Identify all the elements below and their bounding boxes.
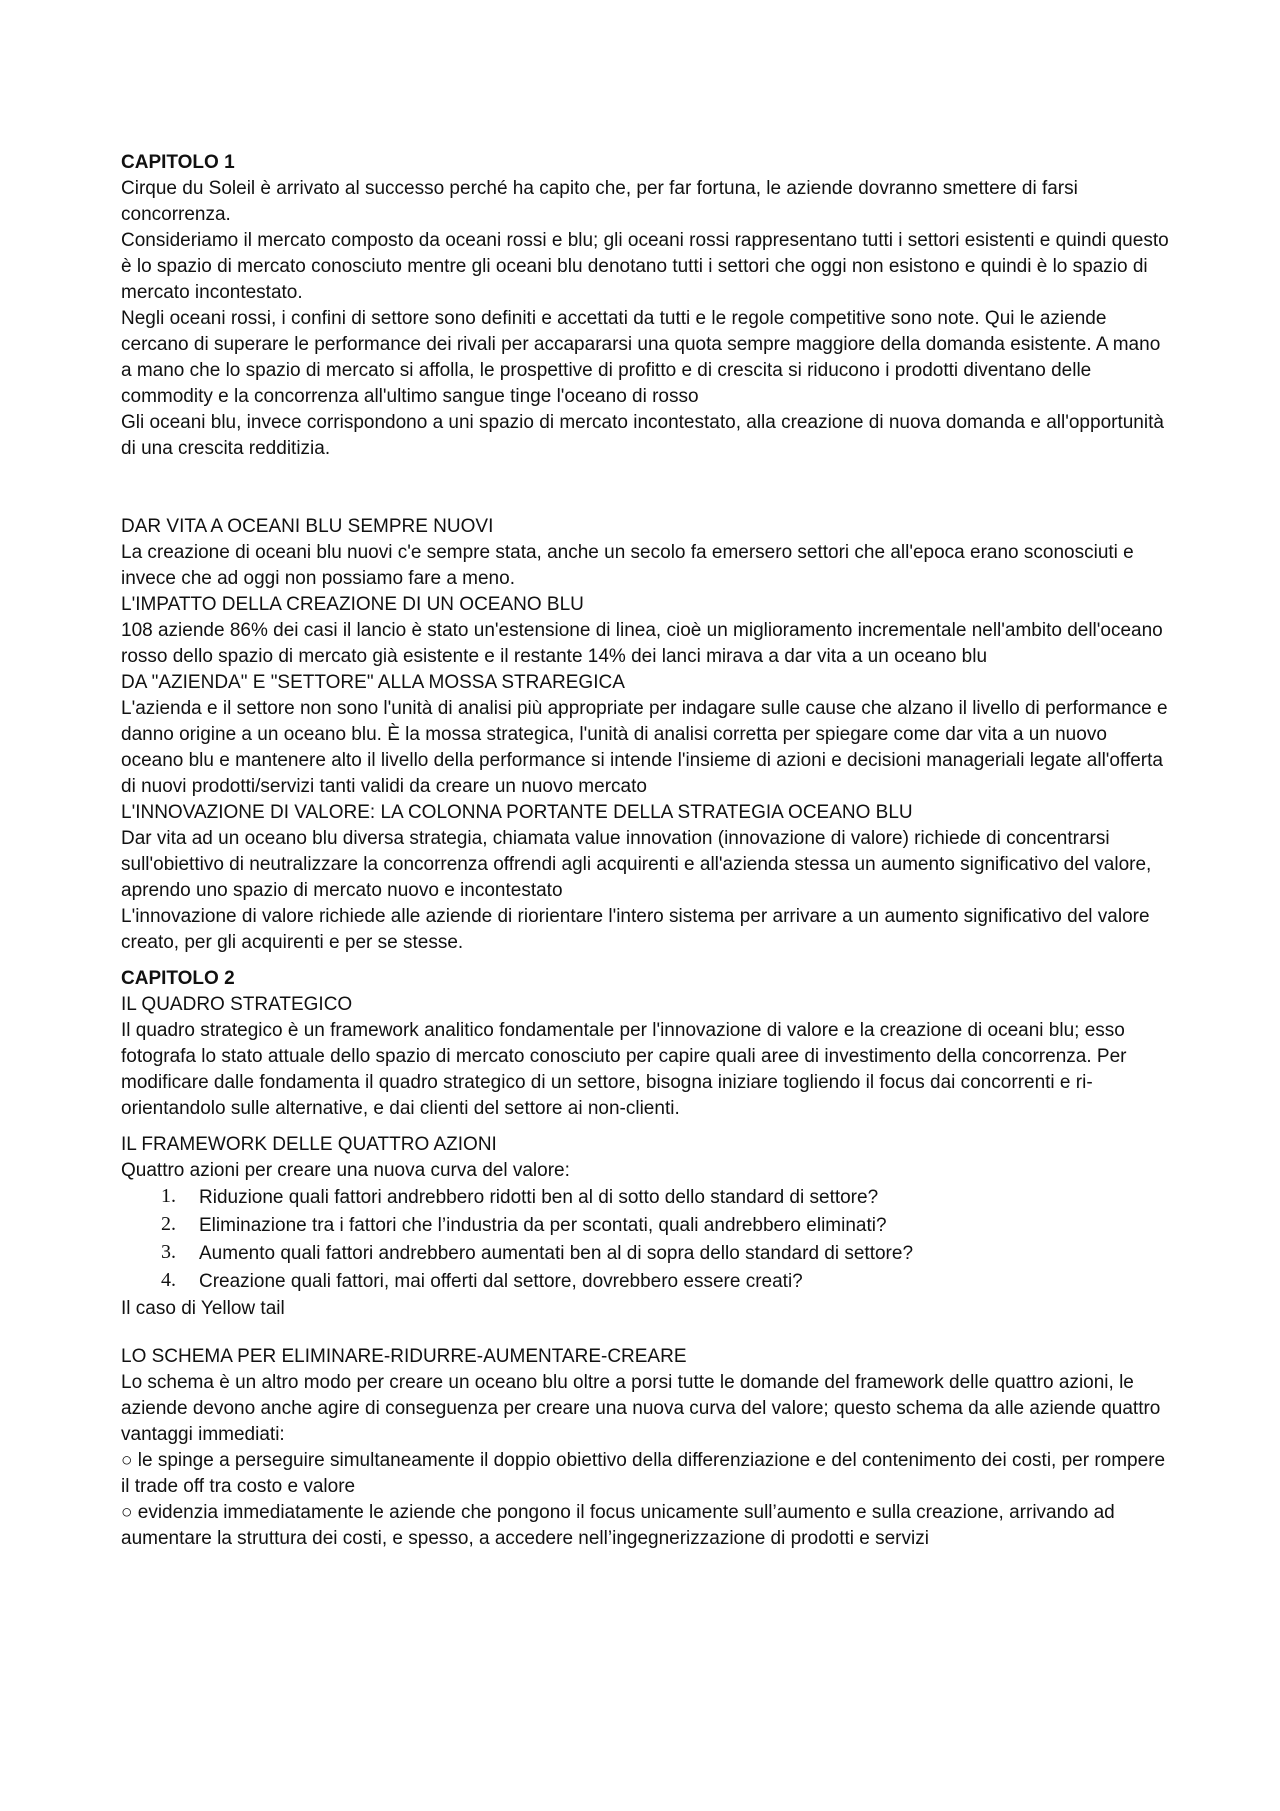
list-item: [121, 1184, 1171, 1212]
section-heading: IL QUADRO STRATEGICO: [121, 994, 353, 1015]
bullet-item: ○ evidenzia immediatamente le aziende che pongono il focus unicamente sull’aumento e sulla creazione, arrivando ad aumentare la struttura dei costi, e spesso, a accedere nell’ingegnerizzazione di prodotti e servizi: [121, 1502, 1115, 1549]
spacer: [121, 462, 1171, 514]
spacer: [121, 956, 1171, 966]
paragraph: Gli oceani blu, invece corrispondono a uni spazio di mercato incontestato, alla creazione di nuova domanda e all'opportunità di una crescita redditizia.: [121, 412, 1164, 459]
list-number: 3.: [161, 1241, 176, 1263]
section-heading: IL FRAMEWORK DELLE QUATTRO AZIONI: [121, 1134, 497, 1155]
paragraph: L'innovazione di valore richiede alle aziende di riorientare l'intero sistema per arrivare a un aumento significativo del valore creato, per gli acquirenti e per se stesse.: [121, 906, 1150, 953]
section-heading: LO SCHEMA PER ELIMINARE-RIDURRE-AUMENTARE-CREARE: [121, 1346, 687, 1367]
section-heading: L'INNOVAZIONE DI VALORE: LA COLONNA PORTANTE DELLA STRATEGIA OCEANO BLU: [121, 802, 913, 823]
paragraph: La creazione di oceani blu nuovi c'e sempre stata, anche un secolo fa emersero settori che all'epoca erano sconosciuti e invece che ad oggi non possiamo fare a meno.: [121, 542, 1134, 589]
chapter-2-heading: CAPITOLO 2: [121, 968, 235, 989]
list-item-text: Aumento quali fattori andrebbero aumentati ben al di sopra dello standard di settore?: [199, 1243, 914, 1264]
paragraph: Dar vita ad un oceano blu diversa strategia, chiamata value innovation (innovazione di valore) richiede di concentrarsi sull'obiettivo di neutralizzare la concorrenza offrendi agli acquirenti e all'azienda stessa un aumento significativo del valore, aprendo uno spazio di mercato nuovo e incontestato: [121, 828, 1152, 901]
list-item-text: Riduzione quali fattori andrebbero ridotti ben al di sotto dello standard di settore?: [199, 1187, 879, 1208]
section-heading: DA "AZIENDA" E "SETTORE" ALLA MOSSA STRAREGICA: [121, 672, 625, 693]
paragraph: L'azienda e il settore non sono l'unità di analisi più appropriate per indagare sulle cause che alzano il livello di performance e danno origine a un oceano blu. È la mossa strategica, l'unità di analisi corretta per spiegare come dar vita a un nuovo oceano blu e mantenere alto il livello della performance si intende l'insieme di azioni e decisioni manageriali legate all'offerta di nuovi prodotti/servizi tanti validi da creare un nuovo mercato: [121, 698, 1168, 797]
paragraph: Il caso di Yellow tail: [121, 1298, 285, 1319]
bullet-item: ○ le spinge a perseguire simultaneamente il doppio obiettivo della differenziazione e del contenimento dei costi, per rompere il trade off tra costo e valore: [121, 1450, 1166, 1497]
spacer: [121, 1122, 1171, 1132]
four-actions-list: [121, 1184, 1171, 1296]
paragraph: Quattro azioni per creare una nuova curva del valore:: [121, 1160, 570, 1181]
list-item-text: Eliminazione tra i fattori che l’industria da per scontati, quali andrebbero eliminati?: [199, 1215, 887, 1236]
list-number: 1.: [161, 1185, 176, 1207]
list-item: [121, 1212, 1171, 1240]
document-page: [121, 150, 1171, 1552]
paragraph: Negli oceani rossi, i confini di settore sono definiti e accettati da tutti e le regole competitive sono note. Qui le aziende cercano di superare le performance dei rivali per accapararsi una quota sempre maggiore della domanda esistente. A mano a mano che lo spazio di mercato si affolla, le prospettive di profitto e di crescita si riducono i prodotti diventano delle commodity e la concorrenza all'ultimo sangue tinge l'oceano di rosso: [121, 308, 1161, 407]
list-item: [121, 1268, 1171, 1296]
list-number: 2.: [161, 1213, 176, 1235]
chapter-1-heading: CAPITOLO 1: [121, 152, 235, 173]
list-item: [121, 1240, 1171, 1268]
list-number: 4.: [161, 1269, 176, 1291]
paragraph: Cirque du Soleil è arrivato al successo perché ha capito che, per far fortuna, le aziende dovranno smettere di farsi concorrenza.: [121, 178, 1078, 225]
paragraph: Il quadro strategico è un framework analitico fondamentale per l'innovazione di valore e la creazione di oceani blu; esso fotografa lo stato attuale dello spazio di mercato conosciuto per capire quali aree di investimento della concorrenza. Per modificare dalle fondamenta il quadro strategico di un settore, bisogna iniziare togliendo il focus dai concorrenti e ri-orientandolo sulle alternative, e dai clienti del settore ai non-clienti.: [121, 1020, 1127, 1119]
spacer: [121, 1322, 1171, 1344]
section-heading: DAR VITA A OCEANI BLU SEMPRE NUOVI: [121, 516, 494, 537]
section-heading: L'IMPATTO DELLA CREAZIONE DI UN OCEANO BLU: [121, 594, 584, 615]
paragraph: Consideriamo il mercato composto da oceani rossi e blu; gli oceani rossi rappresentano tutti i settori esistenti e quindi questo è lo spazio di mercato conosciuto mentre gli oceani blu denotano tutti i settori che oggi non esistono e quindi è lo spazio di mercato incontestato.: [121, 230, 1169, 303]
paragraph: 108 aziende 86% dei casi il lancio è stato un'estensione di linea, cioè un miglioramento incrementale nell'ambito dell'oceano rosso dello spazio di mercato già esistente e il restante 14% dei lanci mirava a dar vita a un oceano blu: [121, 620, 1163, 667]
paragraph: Lo schema è un altro modo per creare un oceano blu oltre a porsi tutte le domande del framework delle quattro azioni, le aziende devono anche agire di conseguenza per creare una nuova curva del valore; questo schema da alle aziende quattro vantaggi immediati:: [121, 1372, 1161, 1445]
list-item-text: Creazione quali fattori, mai offerti dal settore, dovrebbero essere creati?: [199, 1271, 803, 1292]
